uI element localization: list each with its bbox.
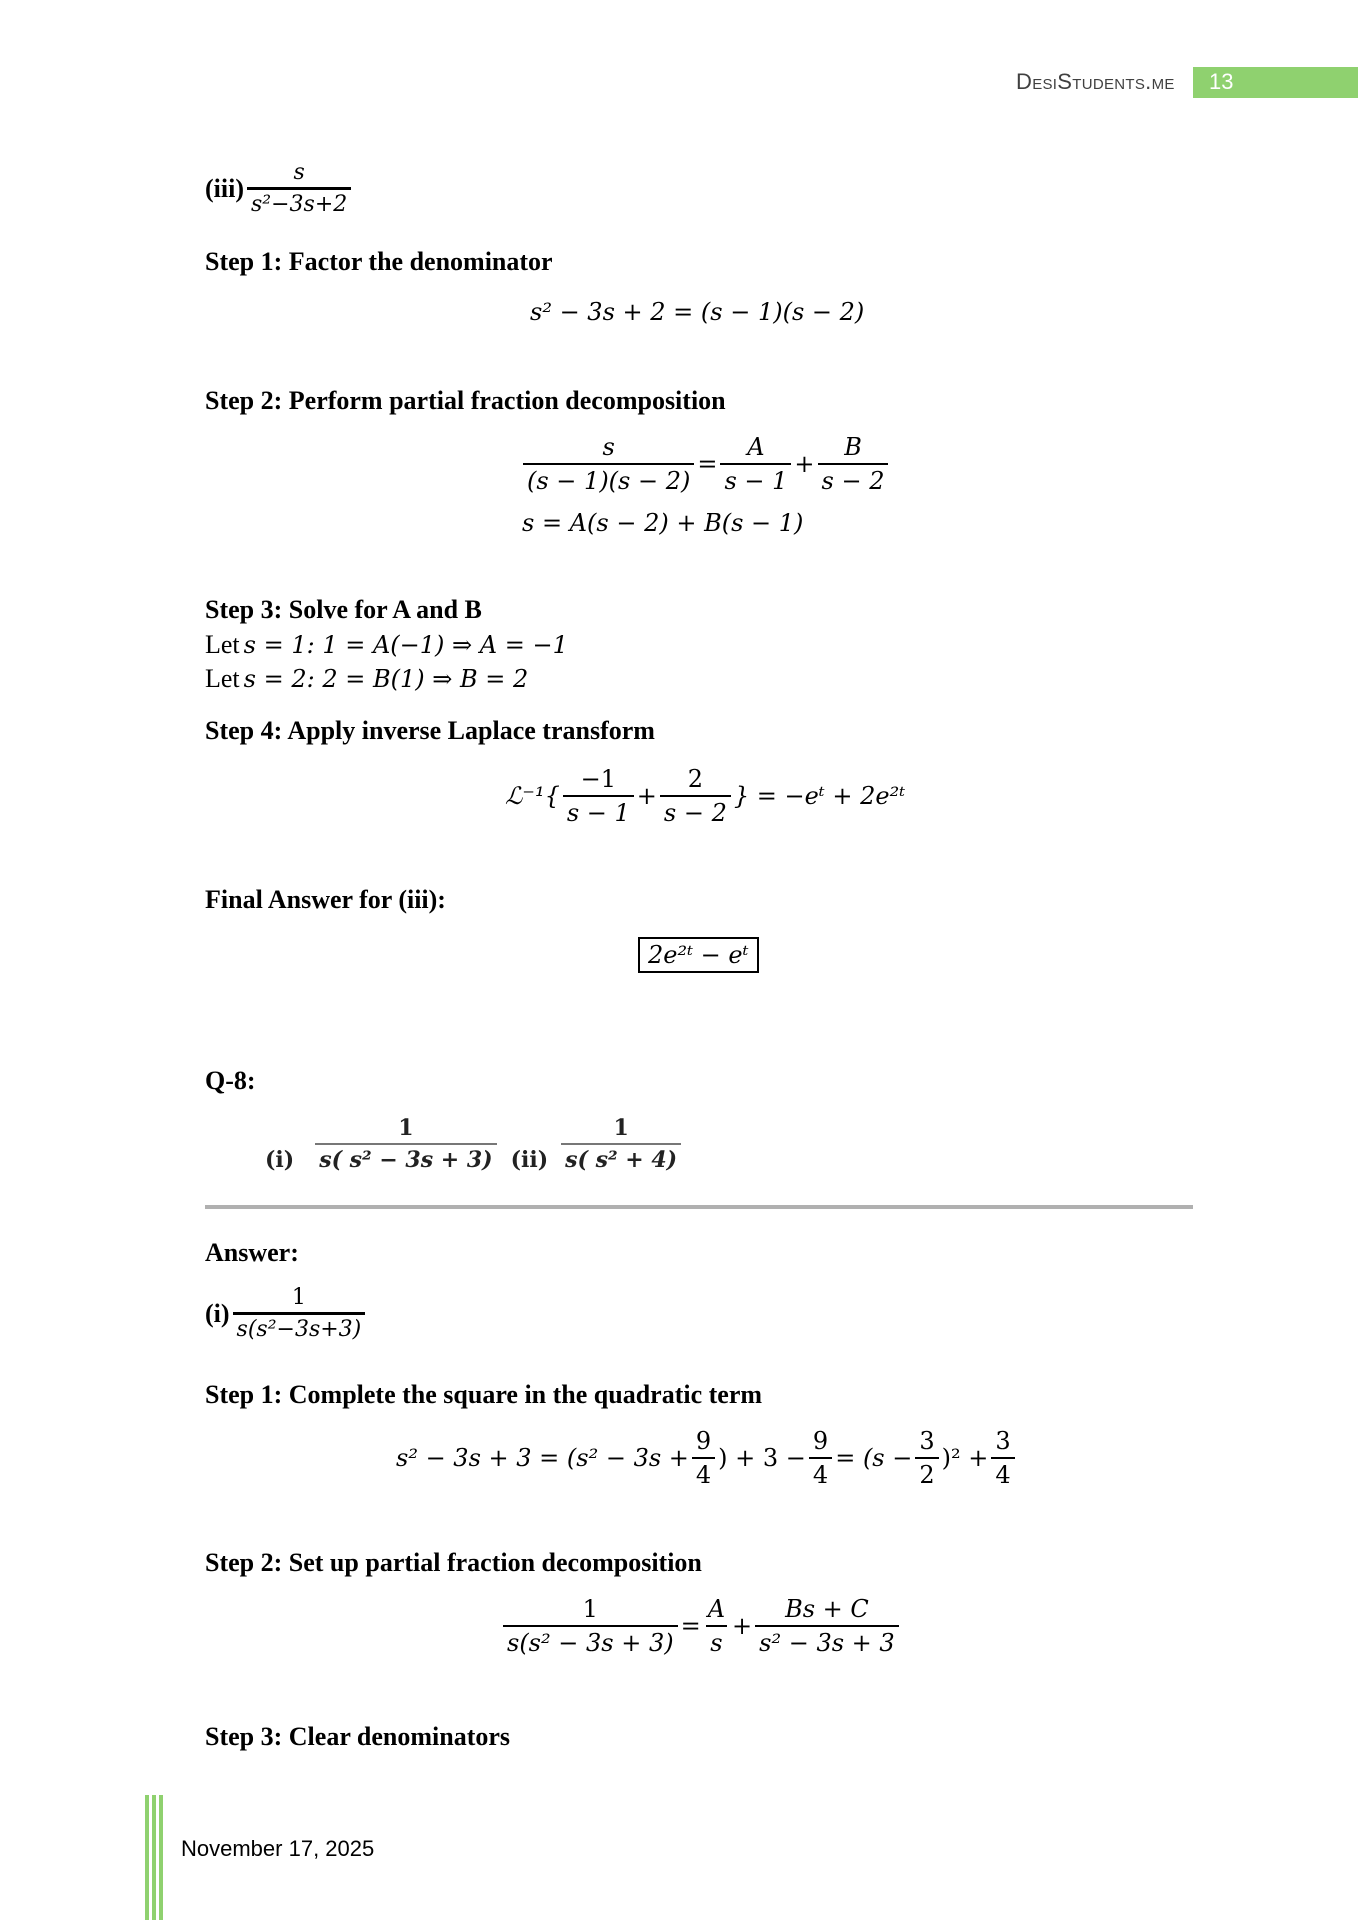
page-number: 13	[1209, 69, 1234, 94]
part-iii-step3-title: Step 3: Solve for A and B	[205, 595, 482, 624]
answer-step1-equation: s² − 3s + 3 = (s² − 3s + $\frac{9}{4}$ ) + 3 − $\frac{9}{4}$ = (s − $\frac{3}{2}$ )² + $\frac{3}{4}$	[396, 1427, 1018, 1489]
q8-item-i-fraction: $\frac{1}{\text{s( s² − 3s + 3)}}$	[315, 1115, 496, 1173]
part-iii-fraction: $\frac{s}{\text{s²−3s+2}}$	[247, 160, 351, 217]
section-divider	[205, 1205, 1193, 1209]
part-iii-step2-line2: s = A(s − 2) + B(s − 1)	[522, 509, 804, 537]
part-iii-step4-equation: ℒ⁻¹{ $\frac{-1}{s - 1}$ + $\frac{2}{s - 2}$ } = −eᵗ + 2e²ᵗ	[505, 765, 906, 827]
answer-step1-title: Step 1: Complete the square in the quadratic term	[205, 1380, 763, 1409]
answer-step3-title: Step 3: Clear denominators	[205, 1722, 511, 1751]
answer-step2-equation: $\frac{1}{\text{s(s² − 3s + 3)}}$ = $\frac{A}{s}$ + $\frac{Bs + C}{\text{s² − 3s + 3}}$	[500, 1595, 902, 1657]
part-iii-step2-title: Step 2: Perform partial fraction decomposition	[205, 386, 726, 415]
part-iii-step3-line2: Let s = 2: 2 = B(1) ⇒ B = 2	[205, 664, 529, 693]
part-iii-label: (iii)	[205, 173, 244, 203]
q8-item-i-label: (i)	[265, 1147, 295, 1173]
answer-step2-title: Step 2: Set up partial fraction decomposition	[205, 1548, 702, 1577]
answer-part-i-label: (i)	[205, 1298, 230, 1328]
q8-label: Q-8:	[205, 1066, 256, 1095]
part-iii-final-answer: 2e²ᵗ − eᵗ	[638, 937, 759, 973]
part-iii-final-title: Final Answer for (iii):	[205, 885, 446, 914]
part-iii-step1-title: Step 1: Factor the denominator	[205, 247, 553, 276]
q8-item-ii-fraction: $\frac{1}{\text{s( s² + 4)}}$	[561, 1115, 681, 1173]
part-iii-step4-title: Step 4: Apply inverse Laplace transform	[205, 716, 655, 745]
footer-date: November 17, 2025	[181, 1836, 375, 1861]
part-iii-step2-equation: $\frac{s}{(s - 1)(s - 2)}$ = $\frac{A}{s - 1}$ + $\frac{B}{s - 2}$	[520, 433, 891, 495]
q8-item-ii-label: (ii)	[510, 1147, 549, 1173]
q8-question-image	[265, 1115, 684, 1173]
answer-part-i-heading	[205, 1285, 368, 1342]
footer-decorative-lines	[145, 1795, 165, 1920]
answer-part-i-fraction: $\frac{1}{\text{s(s²−3s+3)}}$	[233, 1285, 366, 1342]
part-iii-heading	[205, 160, 354, 217]
answer-title: Answer:	[205, 1238, 299, 1267]
header-site-name: DesiStudents.me	[1016, 69, 1175, 94]
part-iii-step1-equation: s² − 3s + 2 = (s − 1)(s − 2)	[530, 298, 865, 326]
part-iii-step3-line1: Let s = 1: 1 = A(−1) ⇒ A = −1	[205, 630, 568, 659]
